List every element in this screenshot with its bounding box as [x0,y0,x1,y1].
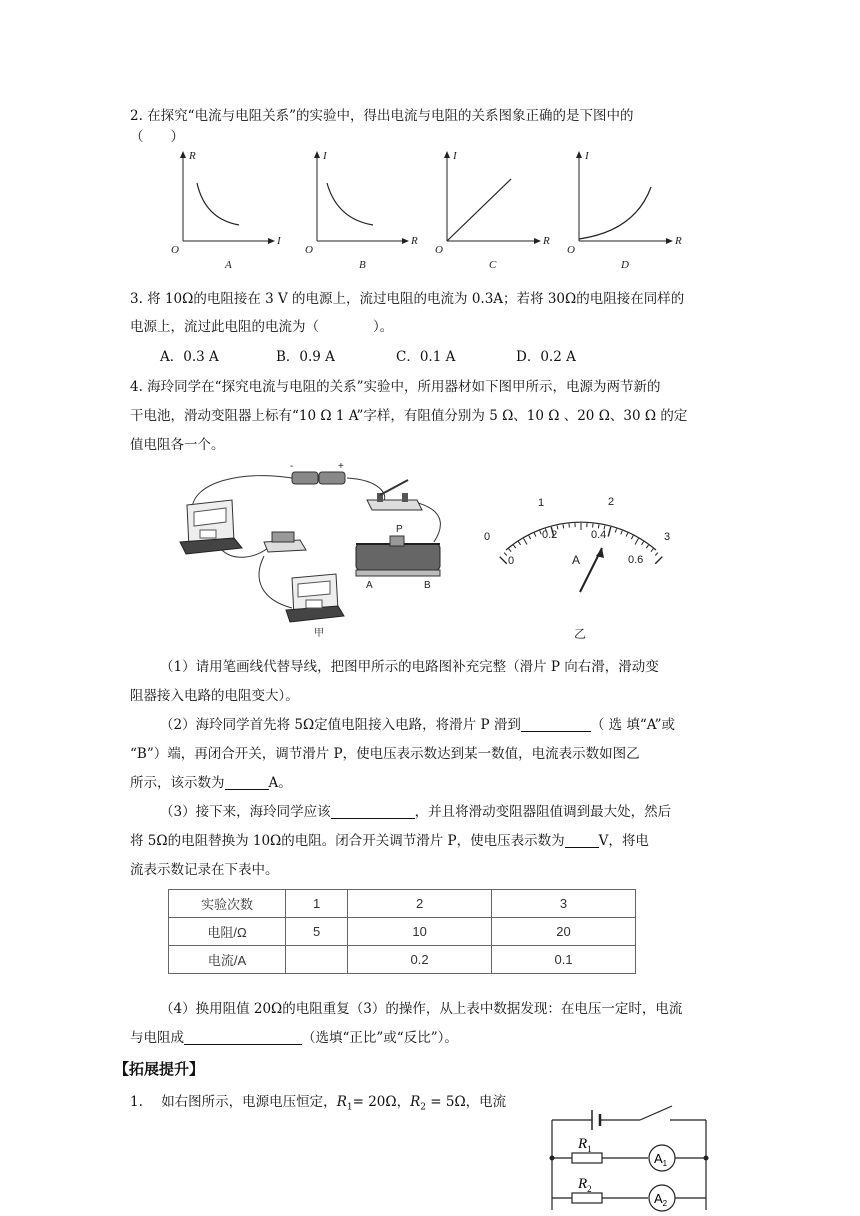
meter-figure [476,488,686,642]
resistor-holder-icon [264,532,306,552]
rheostat-icon [356,536,440,576]
graph-d-o: O [567,244,575,256]
table-row [169,890,636,918]
meter-tick [529,536,531,540]
data-table [168,889,636,974]
q4-p4-blank[interactable] [184,1030,302,1045]
q2-line2: （ ） [130,129,184,145]
meter-tick [635,538,639,544]
meter-tick [540,531,541,535]
graph-b-o: O [305,244,313,256]
q3-option-c: C．0.1 A [396,349,456,365]
ext1-r2-val: = 5Ω，电流 [425,1094,507,1110]
q4-p2-c1: 所示，该示数为 [130,775,225,791]
q4-p1-b: 阻器接入电路的电阻变大）。 [130,688,299,704]
q4-p3-a2: ，并且将滑动变阻器阻值调到最大处，然后 [414,804,672,820]
meter-tick [504,553,507,556]
rheostat-a: A [366,580,373,591]
table-cell: 1 [286,890,348,918]
q4-p3-a1: （3）接下来，海玲同学应该 [160,804,331,820]
circuit-a1-label: $A_1$ [654,1151,668,1168]
q4-p4-b2: （选填“正比”或“反比”）。 [302,1030,458,1046]
table-cell [286,946,348,974]
table-cell: 电阻/Ω [169,918,286,946]
rheostat-b: B [424,580,431,591]
q4-p4-a: （4）换用阻值 20Ω的电阻重复（3）的操作，从上表中数据发现：在电压一定时，电流 [160,1001,683,1017]
meter-tick [500,557,507,564]
circuit-a2-label: $A_2$ [654,1191,668,1208]
table-cell: 10 [348,918,492,946]
graph-b-label: B [359,259,366,271]
table-cell: 5 [286,918,348,946]
meter-unit: A [572,553,581,567]
circuit-r1-label: $R_1$ [578,1136,592,1154]
table-cell: 电流/A [169,946,286,974]
meter-tick [563,524,564,528]
q4-p3-c: 流表示数记录在下表中。 [130,862,279,878]
ext1-r2: R [410,1094,421,1110]
table-cell: 实验次数 [169,890,286,918]
table-cell: 0.1 [492,946,636,974]
circuit-r2-label: $R_2$ [578,1176,592,1194]
graph-b-x: R [411,235,418,247]
r1-resistor-icon [572,1153,602,1163]
meter-tick [608,527,611,537]
q4-p2-c [130,771,292,791]
meter-tick [513,545,515,548]
q4-p2-blank2[interactable] [225,775,269,790]
meter-top-0: 0 [484,531,491,543]
q2-graphs [165,145,705,273]
graph-a [171,150,282,271]
ext1-text-a: 如右图所示，电源电压恒定， [161,1094,337,1110]
q4-line1: 4. 海玲同学在“探究电流与电阻的关系”实验中，所用器材如下图甲所示，电源为两节新的 [130,379,661,395]
q4-p4-b [130,1026,458,1046]
graph-c-o: O [435,244,443,256]
meter-tick [641,542,643,545]
graph-d-x: R [675,235,682,247]
ext1-r1-sub: 1 [346,1102,353,1113]
graph-c-x: R [543,235,550,247]
table-row [169,918,636,946]
q4-p1-a: （1）请用笔画线代替导线，把图甲所示的电路图补充完整（滑片 P 向右滑，滑动变 [160,659,659,675]
meter-bottom-2: 0.4 [591,529,607,541]
ext1-num: 1. [130,1094,143,1110]
battery-plus: + [338,461,344,472]
q3-option-b: B．0.9 A [276,349,335,365]
battery-icon [292,472,345,484]
meter-tick [524,538,528,544]
graph-d-y: I [585,150,589,162]
graph-a-y: R [189,150,196,162]
table-cell: 2 [348,890,492,918]
meter-bottom-0: 0 [508,555,515,567]
table-cell: 3 [492,890,636,918]
table-cell: 0.2 [348,946,492,974]
q4-p2-blank1[interactable] [521,717,591,732]
ammeter-icon [180,500,242,554]
q4-p3-b2: V，将电 [598,833,649,849]
graph-a-label: A [225,259,232,271]
meter-tick [621,531,622,535]
q4-p3-a [160,800,671,820]
meter-tick [598,524,599,528]
q4-p3-b [130,829,649,849]
meter-top-2: 2 [608,496,615,508]
meter-tick [534,533,536,537]
meter-caption: 乙 [574,627,587,641]
graph-c [435,150,550,271]
q4-p3-b1: 将 5Ω的电阻替换为 10Ω的电阻。闭合开关调节滑片 P，使电压表示数为 [130,833,565,849]
ext1-line [130,1090,506,1113]
graph-c-y: I [453,150,457,162]
q4-p2-a2: （ 选 填“A”或 [590,717,675,733]
meter-tick [626,533,628,537]
meter-tick [655,553,658,556]
meter-tick [509,549,512,552]
q4-p4-b1: 与电阻成 [130,1030,184,1046]
ext1-r1: R [336,1094,347,1110]
table-row [169,946,636,974]
ext1-r1-val: = 20Ω， [352,1094,411,1110]
graph-a-x: I [277,235,281,247]
fig-left-caption: 甲 [314,628,324,639]
graph-d-label: D [621,259,629,271]
table-cell: 20 [492,918,636,946]
meter-tick [631,536,633,540]
q4-p2-a1: （2）海玲同学首先将 5Ω定值电阻接入电路，将滑片 P 滑到 [160,717,521,733]
meter-top-3: 3 [664,531,671,543]
q4-p2-c2: A。 [268,775,292,791]
graph-b-y: I [323,150,327,162]
q4-line3: 值电阻各一个。 [130,437,225,453]
voltmeter-icon [286,574,344,622]
battery-minus: - [290,461,294,472]
q4-p3-blank2[interactable] [565,833,599,848]
rheostat-p: P [396,524,403,535]
meter-tick [655,557,662,564]
q4-p2-a [160,713,675,733]
q3-option-d: D．0.2 A [516,349,576,365]
graph-c-label: C [489,259,497,271]
meter-tick [646,545,648,548]
q4-line2: 干电池，滑动变阻器上标有“10 Ω 1 A”字样，有阻值分别为 5 Ω、10 Ω 、20 Ω、30 Ω 的定 [130,408,688,424]
meter-tick [651,549,654,552]
meter-bottom-1: 0.2 [542,529,558,541]
graph-b [305,150,418,271]
apparatus-figure [172,460,462,640]
section-title: 【拓展提升】 [114,1060,205,1078]
q3-line2: 电源上，流过此电阻的电流为（ ）。 [130,319,394,335]
meter-tick [615,529,616,533]
q4-p3-blank1[interactable] [331,804,415,819]
q4-p2-b: “B”）端，再闭合开关，调节滑片 P，使电压表示数达到某一数值，电流表示数如图乙 [130,746,640,762]
meter-tick [518,542,520,545]
graph-a-o: O [171,244,179,256]
q3-option-a: A．0.3 A [160,349,219,365]
r2-resistor-icon [572,1193,602,1203]
q2-line1: 2. 在探究“电流与电阻关系”的实验中，得出电流与电阻的关系图象正确的是下图中的 [130,108,634,124]
meter-bottom-3: 0.6 [628,554,644,566]
ext1-r2-sub: 2 [420,1102,426,1113]
q3-line1: 3. 将 10Ω的电阻接在 3 V 的电源上，流过电阻的电流为 0.3A；若将 30Ω的电阻接在同样的 [130,291,685,307]
meter-top-1: 1 [538,497,545,509]
circuit-diagram [540,1098,720,1216]
graph-d [567,150,682,271]
